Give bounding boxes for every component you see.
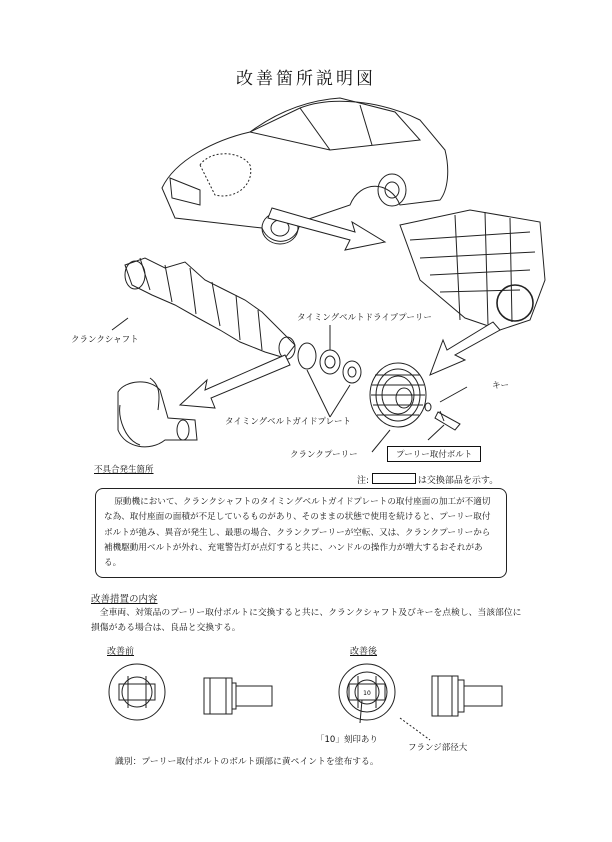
label-guide-plate: タイミングベルトガイドプレート (225, 417, 352, 427)
stamp-mark: 10 (363, 690, 371, 697)
label-drive-pulley: タイミングベルトドライブプーリー (297, 313, 432, 323)
stamp-label: 「10」刻印あり (316, 735, 378, 745)
label-crank-pulley: クランクプーリー (290, 450, 358, 460)
note-prefix: 注: (357, 476, 370, 486)
identification-note: 識別：プーリー取付ボルトのボルト頭部に黄ペイントを塗布する。 (115, 757, 379, 767)
before-bolt-top (109, 664, 165, 720)
note-box-sample (372, 473, 416, 484)
label-crankshaft: クランクシャフト (71, 335, 139, 345)
defect-description: 原動機において、クランクシャフトのタイミングベルトガイドプレートの取付座面の加工が不適切な為、取付座面の面積が不足しているものがあり、そのままの状態で使用を続けると、プーリー取付ボルトが弛み、異音が発生し、最悪の場合、クランクプーリーが空転、又は、クランクプーリーから補機駆動用ベルトが外れ、充電警告灯が点灯すると共に、ハンドルの操作力が増大するおそれがある。 (95, 488, 507, 578)
defect-closeup-drawing (118, 378, 197, 447)
page-title: 改善箇所説明図 (236, 69, 376, 89)
flange-label: フランジ部径大 (408, 743, 468, 753)
note-suffix: は交換部品を示す。 (417, 476, 499, 486)
before-bolt-side (204, 678, 272, 714)
before-label: 改善前 (107, 647, 135, 657)
after-bolt-side (432, 676, 502, 716)
remedy-body: 全車両、対策品のプーリー取付ボルトに交換すると共に、クランクシャフト及びキーを点検し、当該部位に損傷がある場合は、良品と交換する。 (91, 608, 522, 633)
crankshaft-drawing (125, 258, 295, 359)
after-label: 改善後 (350, 647, 378, 657)
label-defect-location: 不具合発生箇所 (94, 465, 154, 475)
remedy-title: 改善措置の内容 (91, 594, 158, 605)
crank-pulley-drawing (370, 363, 426, 427)
label-key: キー (492, 381, 510, 391)
replacement-note (357, 473, 498, 486)
label-pulley-bolt: プーリー取付ボルト (387, 446, 481, 462)
